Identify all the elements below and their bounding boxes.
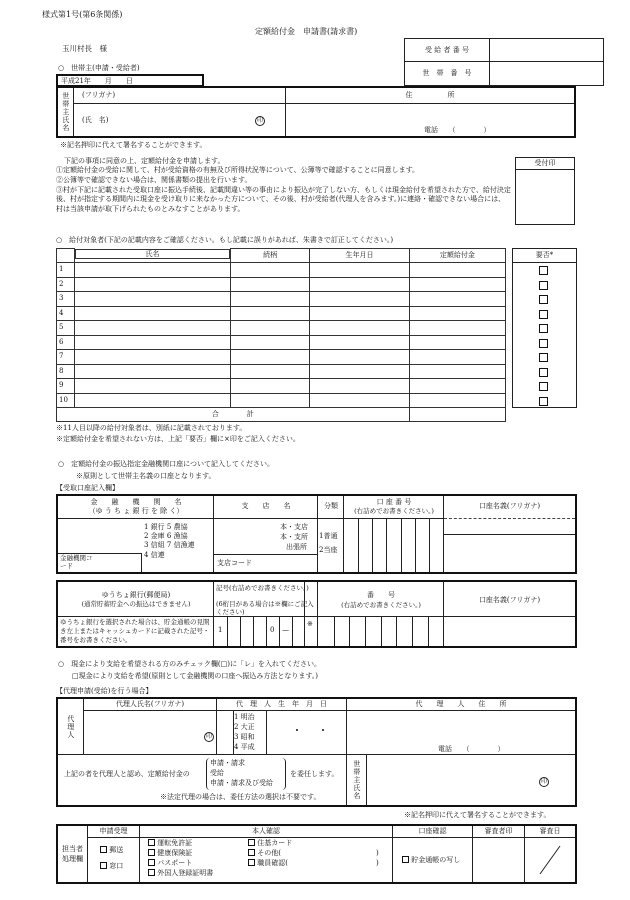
counter-checkbox[interactable] — [100, 862, 107, 869]
yohi-column — [512, 248, 577, 408]
code-label: 金融機関コード — [60, 554, 93, 571]
name-cell[interactable] — [74, 292, 230, 307]
era-1: 1 明治 — [234, 713, 255, 721]
amount-cell[interactable] — [409, 292, 505, 307]
id-checkbox[interactable] — [248, 849, 255, 856]
delegate-options[interactable] — [206, 758, 286, 790]
relation-cell[interactable] — [230, 364, 309, 379]
holder-label: 口座名義(フリガナ) — [478, 502, 541, 510]
birth-cell[interactable] — [310, 263, 409, 278]
targets-section: ○ 給付対象者(下記の記載内容をご確認ください。もし記載に誤りがあれば、朱書きで訂正してください。) — [56, 236, 394, 244]
relation-cell[interactable] — [230, 321, 309, 336]
inst-cell — [58, 496, 214, 572]
sixth-digit-mark: ※ — [307, 620, 313, 628]
applicant-box — [56, 86, 576, 138]
bango-label: 番 号 — [367, 591, 395, 599]
counter-label: 窓口 — [109, 862, 124, 870]
proxy-phone: 電話 （ ） — [438, 745, 505, 753]
row-number: 2 — [57, 277, 75, 292]
row-number: 5 — [57, 321, 75, 336]
delegate-cell — [58, 755, 347, 805]
delegate-end: を委任します。 — [290, 770, 339, 778]
yohi-checkbox[interactable] — [539, 397, 548, 406]
name-cell[interactable] — [74, 263, 230, 278]
targets-table — [56, 248, 506, 422]
delegate-opt-2[interactable]: 受給 — [210, 769, 224, 777]
id-checkbox[interactable] — [248, 859, 255, 866]
bango-cell — [318, 582, 444, 646]
birth-cell[interactable] — [310, 292, 409, 307]
page-title: 定額給付金 申請書(請求書) — [255, 27, 358, 36]
bango-sub: (右詰めでお書きください。) — [341, 601, 421, 609]
yucho-name-sub: (通常貯蓄貯金への振込はできません) — [81, 600, 191, 608]
kigo-cell — [214, 582, 318, 646]
amount-cell[interactable] — [409, 335, 505, 350]
id-7: 職員確認( — [257, 859, 288, 867]
amount-cell[interactable] — [409, 306, 505, 321]
legal-note: ※法定代理の場合は、委任方法の選択は不要です。 — [160, 793, 321, 801]
application-date[interactable]: 平成21年 月 日 — [56, 74, 204, 87]
proxy-name-field[interactable] — [84, 711, 217, 755]
yohi-checkbox[interactable] — [539, 266, 548, 275]
acct-label: 口 座 番 号 — [376, 498, 412, 506]
yucho-name: ゆうちょ銀行(郵便局) — [101, 591, 171, 599]
id-checkbox[interactable] — [148, 869, 155, 876]
reviewer-seal-field[interactable] — [473, 838, 525, 882]
passbook-label: 貯金通帳の写し — [411, 856, 461, 864]
id-checkbox[interactable] — [248, 839, 255, 846]
name-cell[interactable] — [74, 364, 230, 379]
proxy-seal: 印 — [205, 733, 212, 741]
recipient-no-field[interactable] — [490, 39, 603, 62]
acct-cell — [344, 496, 444, 572]
bank-box — [56, 494, 577, 574]
form-number: 様式第1号(第6条関係) — [42, 10, 123, 19]
yohi-checkbox[interactable] — [539, 281, 548, 290]
delegate-text: 上記の者を代理人と認め、定額給付金の — [64, 770, 190, 778]
proxy-addr-header: 代 理 人 住 所 — [347, 699, 575, 711]
delegate-opt-3[interactable]: 申請・請求及び受給 — [210, 779, 273, 787]
office-side: 担当者処理欄 — [58, 826, 88, 882]
birth-cell[interactable] — [310, 321, 409, 336]
delegate-opt-1[interactable]: 申請・請求 — [210, 759, 245, 767]
cash-option[interactable]: □現金により支給を希望(原則として金融機関の口座へ振込み方法となります。) — [72, 672, 319, 680]
consent-item-3: ③村が下記に記載された受取口座に振込手続後、記載間違い等の事由により振込が完了しない方、もしくは現金給付を希望された方で、給付決定後、村が指定する期間内に現金を受け取りに来なかった方について、その後、村が受給者(代理人を含みます。)に連絡・確認できない場合には、村は当該申請が取下げられたものとみなすことがあります。 — [56, 186, 511, 213]
yucho-holder-cell[interactable] — [444, 582, 575, 646]
sixth-digit-cell[interactable] — [304, 582, 318, 646]
yucho-holder-label: 口座名義(フリガナ) — [478, 596, 541, 604]
yohi-checkbox[interactable] — [539, 310, 548, 319]
proxy-name-header: 代理人氏名(フリガナ) — [84, 699, 217, 711]
amount-cell[interactable] — [409, 277, 505, 292]
proxy-sign-note: ※記名押印に代えて署名することができます。 — [404, 811, 551, 819]
name-cell[interactable] — [74, 306, 230, 321]
passbook-checkbox[interactable] — [402, 856, 409, 863]
bank-sub: ※原則として世帯主名義の口座となります。 — [76, 472, 216, 480]
holder-cell[interactable] — [444, 496, 575, 572]
name-cell[interactable] — [74, 321, 230, 336]
recipient-no-label: 受 給 者 番 号 — [405, 39, 490, 62]
amount-cell[interactable] — [409, 263, 505, 278]
office-h1: 申請受理 — [88, 826, 140, 838]
branch-label: 支 店 名 — [241, 502, 291, 510]
relation-cell[interactable] — [230, 393, 309, 408]
row-number: 4 — [57, 306, 75, 321]
acct-sub: (右詰めでお書きください。) — [354, 507, 434, 515]
relation-cell[interactable] — [230, 306, 309, 321]
addressee: 玉川村長 様 — [62, 44, 107, 53]
householder-label: 世帯主氏名 — [58, 88, 74, 136]
kind-label: 分類 — [324, 502, 338, 510]
office-h3: 口座確認 — [393, 826, 473, 838]
office-h4: 審査者印 — [473, 826, 525, 838]
name-field[interactable]: (氏 名) — [74, 104, 286, 136]
yohi-checkbox[interactable] — [539, 353, 548, 362]
head-seal: 印 — [540, 778, 547, 786]
branch-cell — [214, 496, 318, 572]
address-label: 住 所 — [286, 88, 574, 104]
household-no-label: 世 帯 番 号 — [405, 62, 490, 85]
bank-section: ○ 定額給付金の振込指定金融機関口座について記入してください。 — [58, 460, 274, 468]
era-3: 3 昭和 — [234, 733, 255, 741]
id-3: パスポート — [157, 859, 193, 867]
types-3: 3 信組 7 信漁連 — [144, 541, 195, 549]
name-cell[interactable] — [74, 335, 230, 350]
yohi-checkbox[interactable] — [539, 339, 548, 348]
kigo-zero: 0 — [270, 626, 275, 634]
birth-cell[interactable] — [310, 393, 409, 408]
household-no-field[interactable] — [490, 62, 603, 85]
relation-cell[interactable] — [230, 335, 309, 350]
kigo-sub: (6桁目がある場合は※欄にご記入ください) — [216, 600, 314, 617]
branch-opt-3: 出張所 — [286, 543, 307, 551]
proxy-birth-header: 代 理 人 生 年 月 日 — [217, 699, 347, 711]
name-cell[interactable] — [74, 350, 230, 365]
yohi-header: 要否* — [513, 249, 576, 263]
col-amount: 定額給付金 — [409, 249, 505, 263]
id-6: その他( — [257, 849, 281, 857]
row-number: 7 — [57, 350, 75, 365]
amount-cell[interactable] — [409, 393, 505, 408]
id-checkbox[interactable] — [148, 839, 155, 846]
name-cell[interactable] — [74, 393, 230, 408]
birth-cell[interactable] — [310, 277, 409, 292]
office-box — [56, 824, 577, 884]
mail-checkbox[interactable] — [100, 846, 107, 853]
mail-label: 郵送 — [109, 846, 124, 854]
name-cell[interactable] — [74, 277, 230, 292]
relation-cell[interactable] — [230, 263, 309, 278]
amount-cell[interactable] — [409, 321, 505, 336]
kigo-prefix-1: 1 — [218, 626, 223, 634]
relation-cell[interactable] — [230, 292, 309, 307]
consent-item-1: ①定額給付金の受給に関して、村が受給資格の有無及び所得状況等について、公簿等で確認することに同意します。 — [56, 166, 420, 174]
amount-cell[interactable] — [409, 364, 505, 379]
amount-cell[interactable] — [409, 379, 505, 394]
office-h2: 本人確認 — [140, 826, 393, 838]
row-number: 1 — [57, 263, 75, 278]
era-4: 4 平成 — [234, 743, 255, 751]
furigana-field[interactable]: (フリガナ) — [74, 88, 286, 104]
relation-cell[interactable] — [230, 379, 309, 394]
row-number: 6 — [57, 335, 75, 350]
birth-cell[interactable] — [310, 306, 409, 321]
birth-cell[interactable] — [310, 379, 409, 394]
row-number: 9 — [57, 379, 75, 394]
bank-label: 【受取口座記入欄】 — [56, 484, 119, 492]
birth-cell[interactable] — [310, 350, 409, 365]
yohi-checkbox[interactable] — [539, 368, 548, 377]
yohi-checkbox[interactable] — [539, 324, 548, 333]
era-2: 2 大正 — [234, 723, 255, 731]
branch-opt-1: 本・支店 — [280, 523, 308, 531]
col-birth: 生年月日 — [310, 249, 409, 263]
date-slash — [525, 838, 575, 882]
targets-note-2: ※定額給付金を希望されない方は、上記「要否」欄に×印をご記入ください。 — [56, 435, 300, 443]
consent-item-2: ②公簿等で確認できない場合は、関係書類の提出を行います。 — [56, 176, 252, 184]
office-h5: 審査日 — [525, 826, 575, 838]
yohi-checkbox[interactable] — [539, 295, 548, 304]
birth-cell[interactable] — [310, 364, 409, 379]
id-6-close: ) — [376, 849, 379, 857]
birth-cell[interactable] — [310, 335, 409, 350]
stamp-label: 受付印 — [516, 158, 574, 170]
id-checkbox[interactable] — [148, 849, 155, 856]
yucho-box — [56, 580, 577, 648]
total-label: 合 計 — [57, 408, 410, 422]
row-number: 10 — [57, 393, 75, 408]
col-name: 氏名 — [75, 249, 230, 260]
id-1: 運転免許証 — [157, 839, 193, 847]
kigo-dash: — — [282, 626, 289, 634]
phone-label: 電話 （ ） — [424, 126, 491, 134]
inst-label: 金 融 機 関 名 — [90, 498, 182, 506]
seal-mark: 印 — [256, 117, 263, 125]
id-4: 外国人登録証明書 — [157, 869, 214, 877]
total-amount[interactable] — [409, 408, 505, 422]
id-2: 健康保険証 — [157, 849, 193, 857]
types-1: 1 銀行 5 農協 — [144, 523, 188, 531]
yucho-name-cell — [58, 582, 214, 646]
branch-opt-2: 本・支所 — [280, 533, 308, 541]
cash-line-1: ○ 現金により支給を希望される方のみチェック欄(□)に「レ」を入れてください。 — [58, 660, 321, 668]
yucho-note: ゆうちょ銀行を選択された場合は、貯金通帳の見開き左上またはキャッシュカードに記載された記号・番号をお書きください。 — [60, 618, 210, 644]
stamp-box — [515, 157, 575, 225]
name-cell[interactable] — [74, 379, 230, 394]
relation-cell[interactable] — [230, 350, 309, 365]
kind-opt-1: 1普通 — [319, 532, 338, 540]
id-box — [404, 38, 604, 86]
kind-cell — [318, 496, 344, 572]
yohi-checkbox[interactable] — [539, 382, 548, 391]
proxy-side-label: 代理人 — [58, 699, 84, 755]
head-side-label: 世帯主氏名 — [347, 755, 367, 805]
sign-note: ※記名押印に代えて署名することができます。 — [60, 141, 207, 149]
branch-code-label: 支店コード — [217, 559, 252, 567]
id-5: 住基カード — [257, 839, 293, 847]
row-number: 3 — [57, 292, 75, 307]
col-relation: 続柄 — [230, 249, 309, 263]
targets-note-1: ※11人目以降の給付対象者は、別紙に記載されております。 — [56, 424, 247, 432]
kigo-label: 記号(右詰めでお書きください。) — [216, 584, 309, 592]
applicant-section: ○ 世帯主(申請・受給者) — [58, 64, 140, 72]
consent-intro: 下記の事項に同意の上、定額給付金を申請します。 — [64, 157, 225, 165]
id-7-close: ) — [376, 859, 379, 867]
kind-opt-2: 2当座 — [319, 546, 338, 554]
types-2: 2 金庫 6 漁協 — [144, 532, 188, 540]
id-checkbox[interactable] — [148, 859, 155, 866]
proxy-label: 【代理申請(受給)を行う場合】 — [56, 687, 153, 695]
row-number: 8 — [57, 364, 75, 379]
review-date-field[interactable] — [525, 838, 575, 882]
inst-sub: （ゆ う ち ょ 銀 行 を 除 く） — [88, 507, 184, 515]
types-4: 4 信連 — [144, 551, 165, 559]
amount-cell[interactable] — [409, 350, 505, 365]
relation-cell[interactable] — [230, 277, 309, 292]
proxy-box — [56, 697, 577, 807]
